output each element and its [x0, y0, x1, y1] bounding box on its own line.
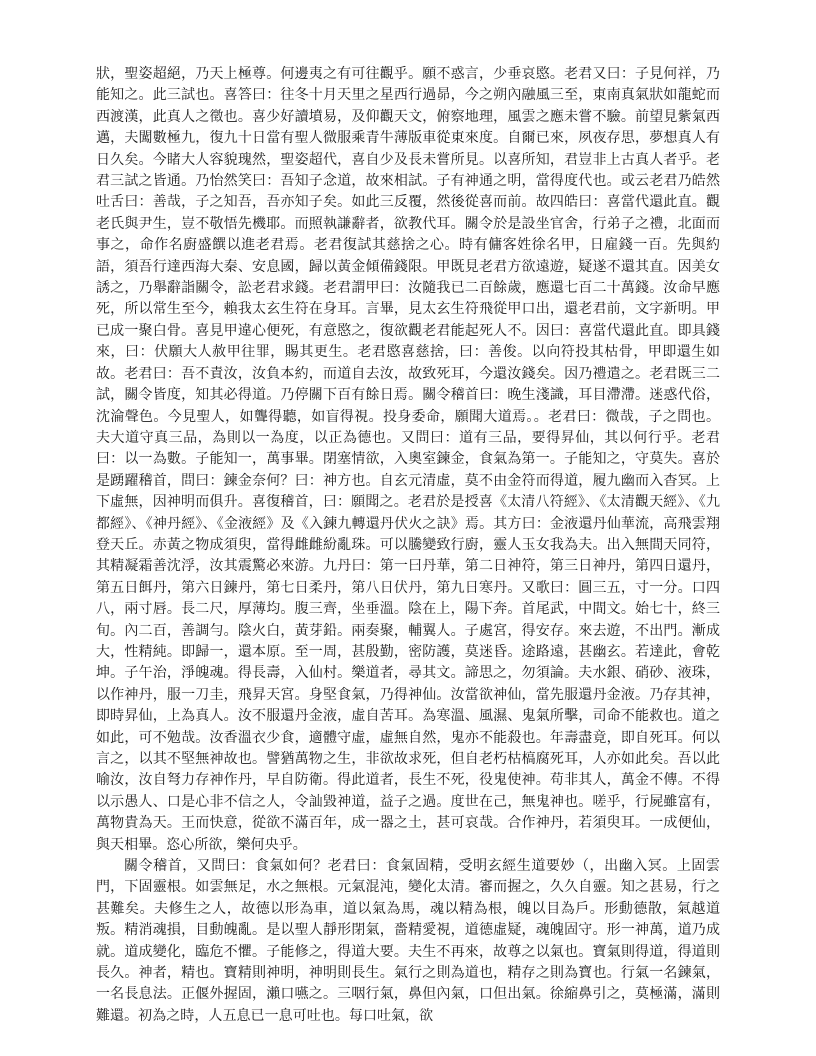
body-paragraph-2: 關令稽首，又問曰：食氣如何？老君曰：食氣固精，受明玄經生道要妙（，出幽入冥。上固雲門，下固靈根。如雲無足，水之無根。元氣混沌，變化太清。審而握之，久久自靈。知之甚易，行之甚難矣。夫修生之人，故德以形為車，道以氣為馬，魂以精為根，魄以目為戶。形動德散，氣越道叛。精消魂損，目動魄亂。是以聖人靜形閉氣，嗇精愛視，道德虛疑，魂魄固守。形一神萬，道乃成就。道成變化，臨危不懼。子能修之，得道大要。夫生不再來，故尊之以氣也。寶氣則得道，得道則長久。神者，精也。寶精則神明，神明則長生。氣行之則為道也，精存之則為寶也。行氣一名鍊氣，一名長息法。正偃外握固，瀨口嚥之。三咽行氣，鼻但內氣，口但出氣。徐縮鼻引之，莫極滿，滿則難還。初為之時，人五息已一息可吐也。每口吐氣，欲 — [96, 858, 720, 1024]
body-paragraph-1: 狀，聖姿超絕，乃天上極尊。何邊夷之有可往觀乎。願不惑言，少垂哀愍。老君又曰：子見何祥，乃能知之。此三試也。喜答曰：往冬十月天里之星西行過昴，今之朔內融風三至，東南真氣狀如龍蛇而西渡漢，此真人之徵也。喜少好讀墳易，及仰觀天文，俯察地理，風雲之應未嘗不驗。前望見紫氣西邁，夫闖數極九，復九十日當有聖人微服乘青牛薄版車從東來度。自爾已來，夙夜存思，夢想真人有日久矣。今睹大人容貌瑰然，聖姿超代，喜自少及長未嘗所見。以喜所知，君豈非上古真人者乎。老君三試之皆通。乃怡然笑曰：吾知子念道，故來相試。子有神通之明，當得度代也。或云老君乃皓然吐舌曰：善哉，子之知吾，吾亦知子矣。如此三反覆，然後從喜而前。故四皓曰：喜當代還此直。觀老氏與尹生，豈不敬悟先機耶。而照執謙辭者，欲教代耳。關令於是設坐官舍，行弟子之禮，北面而事之，命作名廚盛饌以進老君焉。老君復試其慈捨之心。時有傭客姓徐名甲，日雇錢一百。先與約語，須吾行達西海大秦、安息國，歸以黃金傾備錢限。甲既見老君方欲遠遊，疑遂不還其直。因美女誘之，乃舉辭詣關令，訟老君求錢。老君謂甲曰：汝隨我已二百餘歲，應還七百二十萬錢。汝命早應死，所以常生至今，賴我太玄生符在身耳。言畢，見太玄生符飛從甲口出，還老君前，文字新明。甲已成一聚白骨。喜見甲違心便死，有意愍之，復欲觀老君能起死人不。因曰：喜當代還此直。即具錢來，曰：伏願大人赦甲往罪，賜其更生。老君愍喜慈捨，曰：善俊。以向符投其枯骨，甲即還生如故。老君曰：吾不責汝，汝負本約，而道自去汝，故致死耳，今還汝錢矣。因乃禮遣之。老君既三二試，關令皆度，知其必得道。乃停關下百有餘日焉。關令稽首曰：晚生淺識，耳目滯滯。迷惑代俗，沈淪聲色。今見聖人，如聾得聽，如盲得視。投身委命，願聞大道焉。。老君曰：微哉，子之問也。夫大道守真三品，為則以一為度，以正為德也。又問曰：道有三品，要得昇仙，其以何行乎。老君曰：以一為數。子能知一，萬事畢。閉塞情欲，入奧室鍊金，食氣為第一。子能知之，守莫失。喜於是踴躍稽首，問曰：鍊金奈何？曰：神方也。自玄元清虛，莫不由金符而得道，履九幽而入杳冥。上下虛無，因神明而俱升。喜復稽首，曰：願聞之。老君於是授喜《太清八符經》、《太清觀天經》、《九都經》、《神丹經》、《金液經》及《入鍊九轉還丹伏火之訣》焉。其方曰：金液還丹仙華流，高飛雲翔登天丘。赤黃之物成須臾，當得雌雌紛亂珠。可以騰變致行廚，靈人玉女我為夫。出入無間天同符，其精凝霜善沈浮，汝其震驚必來游。九丹曰：第一曰丹華，第二日神符，第三日神丹，第四日還丹，第五日餌丹，第六日鍊丹，第七日柔丹，第八日伏丹，第九日寒丹。又歌曰：圓三五，寸一分。口四八，兩寸唇。長二尺，厚薄均。腹三齊，坐垂溫。陰在上，陽下奔。首尾武，中間文。始七十，終三旬。內二百，善調勻。陰火白，黃芽鉛。兩奏聚，輔翼人。子處宮，得安存。來去遊，不出門。漸成大，性精純。即歸一，還本原。至一周，甚殷勤，密防護，莫迷昏。途路遠，甚幽玄。若達此，會乾坤。子午治，淨魄魂。得長壽，入仙村。樂道者，尋其文。諦思之，勿須論。夫水銀、硝砂、液珠，以作神丹，服一刀圭，飛昇天宮。身堅食氣，乃得神仙。汝當欲神仙，當先服還丹金液。乃存其神，即時昇仙，上為真人。汝不服還丹金液，虛自苦耳。為寒溫、風濕、鬼氣所擊，司命不能救也。道之如此，可不勉哉。汝香溫衣少食，適體守虛，虛無自然，鬼亦不能殺也。年壽盡竟，即自死耳。何以言之，以其不堅無神故也。譬猶萬物之生，非欲故求死，但自老朽枯槁腐死耳，人亦如此矣。吾以此喻汝，汝自弩力存神作丹，早自防衛。得此道者，長生不死，役鬼使神。苟非其人，萬金不傳。不得以示愚人、口是心非不信之人，令訕毀神道，益子之過。度世在己，無鬼神也。嗟乎，行屍雖富有，萬物貴為天。王而快意，從欲不滿百年，成一器之土，甚可哀哉。合作神丹，若須臾耳。一成便仙，與天相畢。恣心所欲，樂何央乎。 — [96, 66, 720, 853]
